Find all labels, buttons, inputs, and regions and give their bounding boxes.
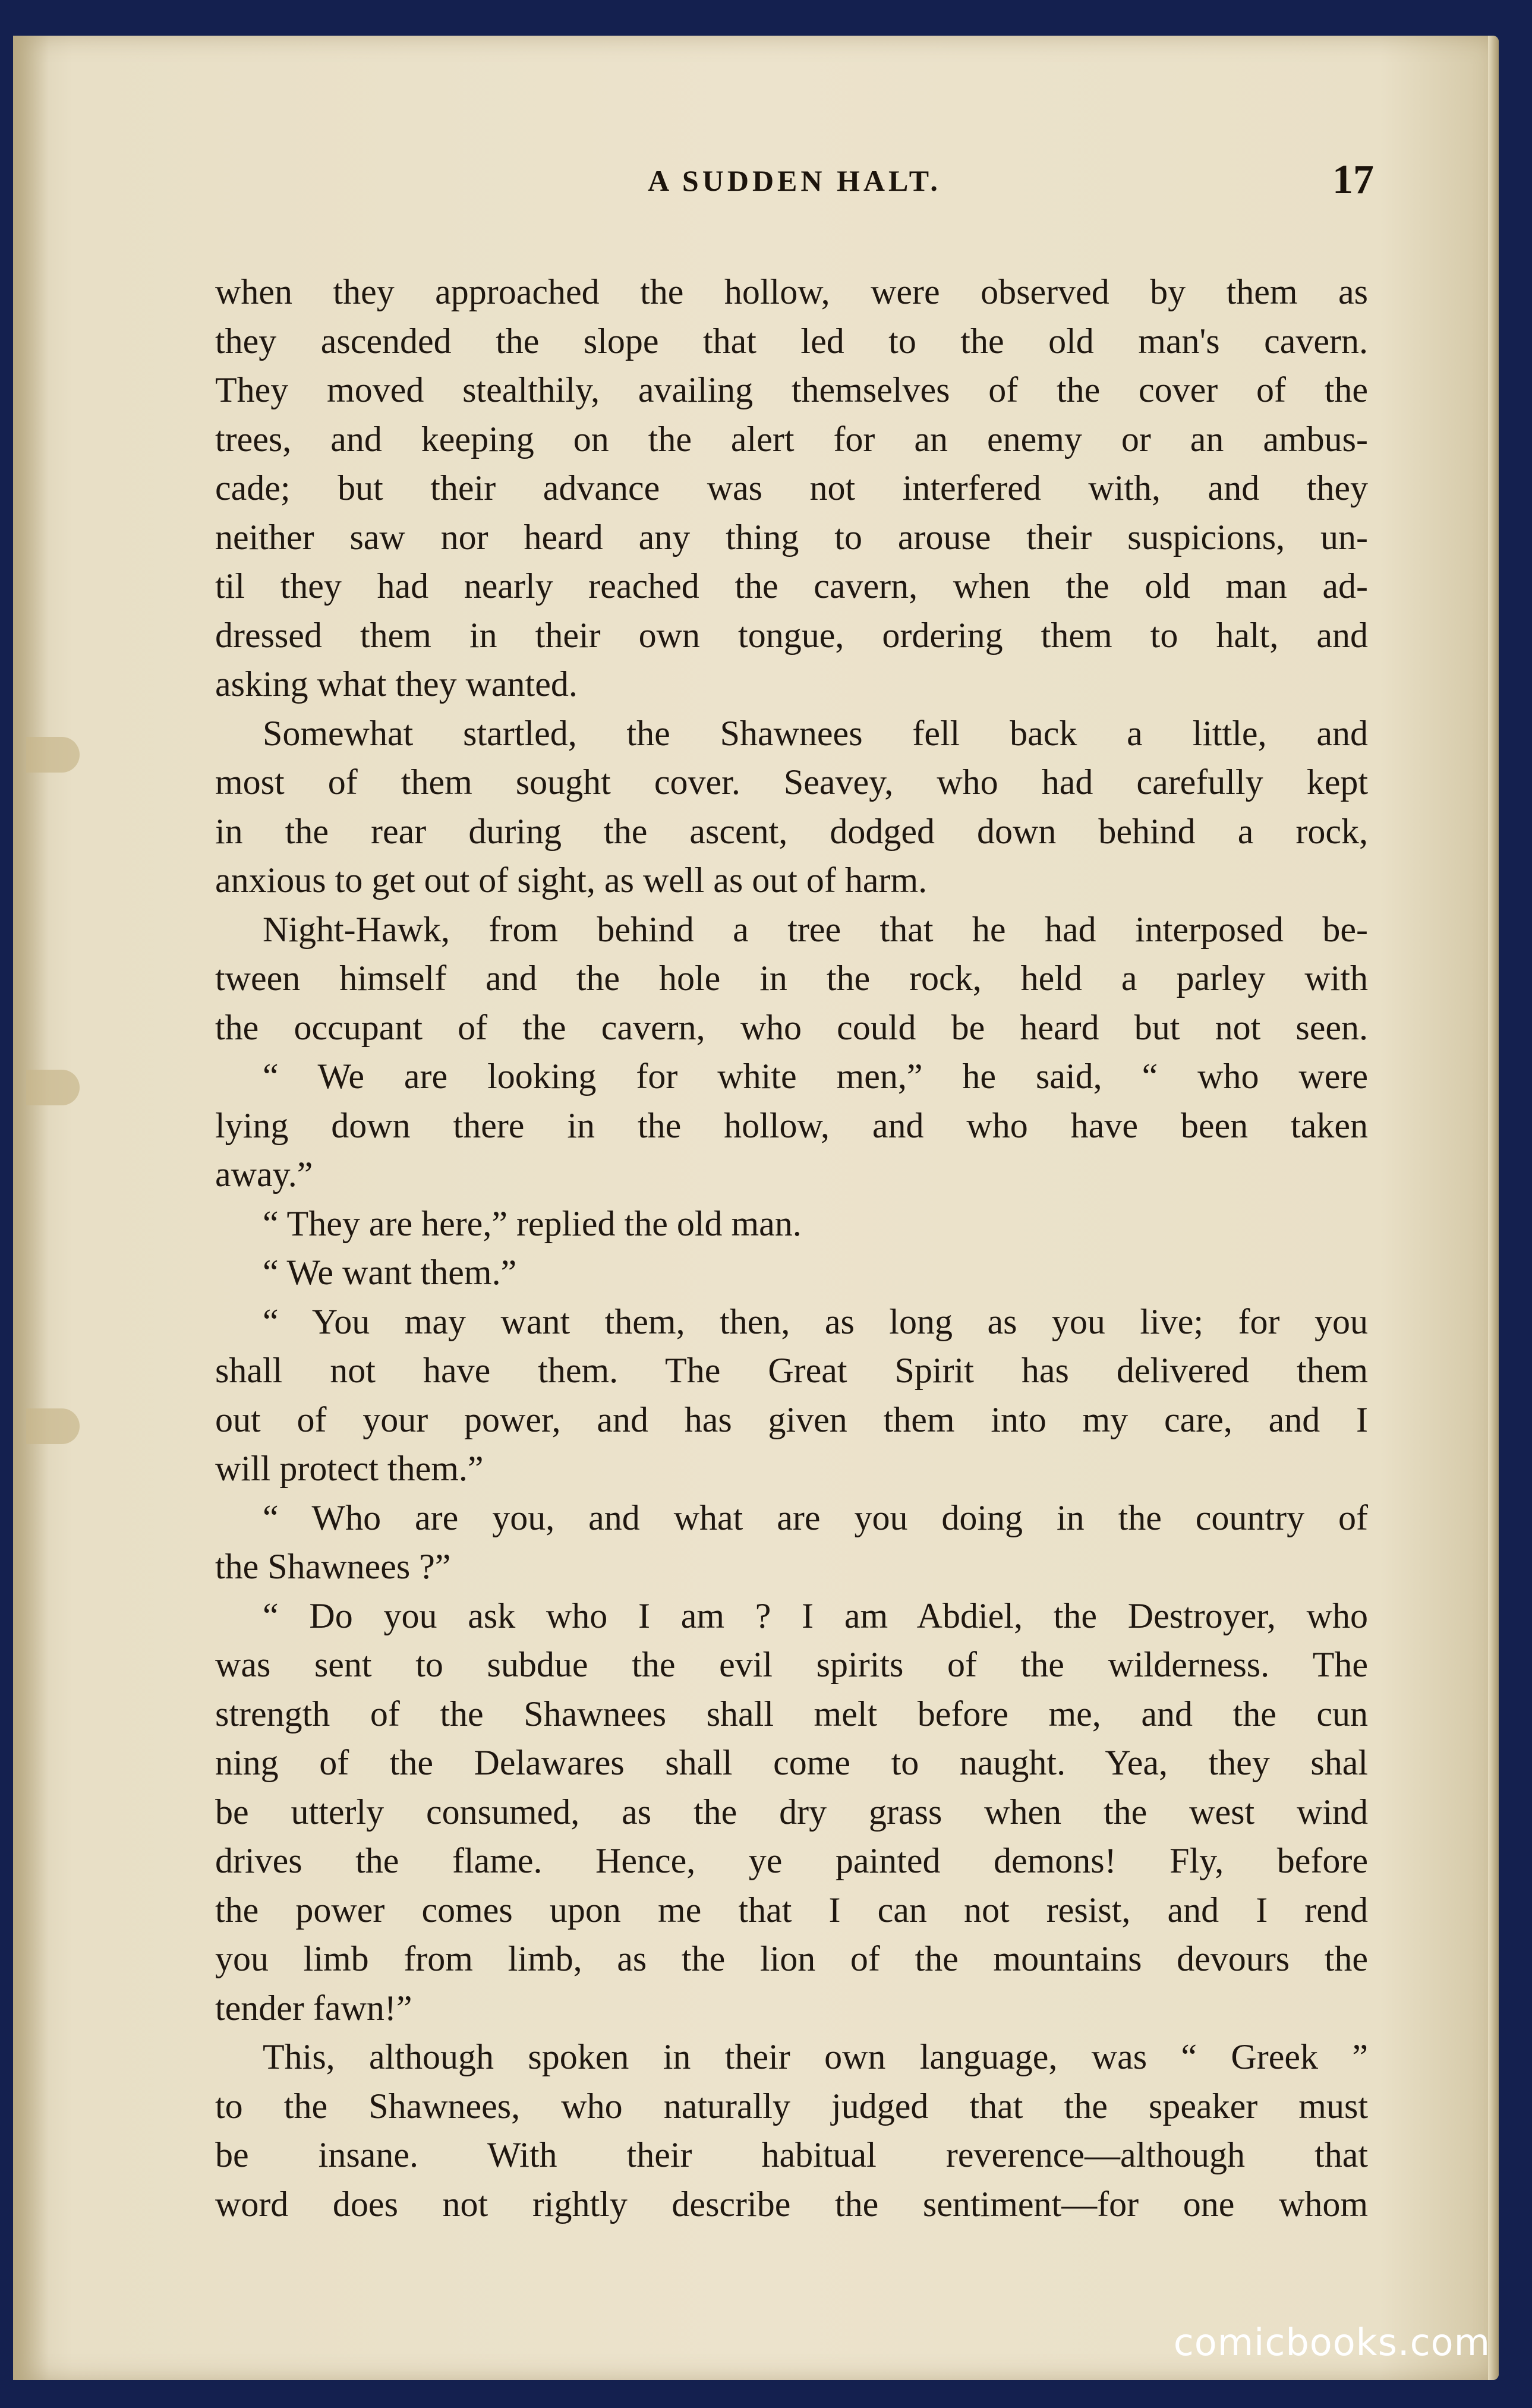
text-line: “ We want them.” xyxy=(263,1253,517,1292)
text-line: asking what they wanted. xyxy=(215,664,578,704)
text-line: dressed them in their own tongue, ordering them to halt, and xyxy=(215,615,1368,655)
page-number: 17 xyxy=(1332,157,1374,203)
text-line: “ They are here,” replied the old man. xyxy=(263,1203,802,1243)
text-line: “ You may want them, then, as long as you live; for you xyxy=(263,1301,1368,1341)
text-line: the power comes upon me that I can not resist, and I rend xyxy=(215,1890,1368,1930)
text-line: “ We are looking for white men,” he said, “ who were xyxy=(263,1057,1368,1096)
text-line: out of your power, and has given them into my care, and I xyxy=(215,1400,1368,1439)
text-line: Night-Hawk, from behind a tree that he had interposed be- xyxy=(263,909,1368,949)
text-line: word does not rightly describe the sentiment—for one whom xyxy=(215,2184,1368,2224)
text-line: “ Who are you, and what are you doing in the country of xyxy=(263,1498,1368,1537)
text-line: neither saw nor heard any thing to arouse their suspicions, un- xyxy=(215,517,1368,557)
page-binding-shadow xyxy=(13,36,49,2380)
text-line: you limb from limb, as the lion of the mountains devours the xyxy=(215,1939,1368,1978)
text-line: the occupant of the cavern, who could be heard but not seen. xyxy=(215,1007,1368,1047)
text-line: they ascended the slope that led to the old man's cavern. xyxy=(215,321,1368,361)
paper-tear-mark xyxy=(26,1408,80,1444)
text-line: in the rear during the ascent, dodged down behind a rock, xyxy=(215,811,1368,851)
text-line: til they had nearly reached the cavern, when the old man ad- xyxy=(215,566,1368,606)
text-line: was sent to subdue the evil spirits of the wilderness. The xyxy=(215,1645,1368,1684)
body-text xyxy=(215,267,1368,2229)
text-line: They moved stealthily, availing themselves of the cover of the xyxy=(215,370,1368,409)
paper-tear-mark xyxy=(26,737,80,773)
text-line: the Shawnees ?” xyxy=(215,1547,451,1586)
page-edge xyxy=(1488,36,1499,2380)
text-line: be utterly consumed, as the dry grass when the west wind xyxy=(215,1792,1368,1832)
text-line: “ Do you ask who I am ? I am Abdiel, the Destroyer, who xyxy=(263,1596,1368,1635)
watermark-text: comicbooks.com xyxy=(1173,2321,1490,2364)
text-line: anxious to get out of sight, as well as out of harm. xyxy=(215,861,928,900)
text-line: strength of the Shawnees shall melt before me, and the cun xyxy=(215,1694,1368,1733)
text-line: tween himself and the hole in the rock, held a parley with xyxy=(215,959,1368,998)
chapter-title: A SUDDEN HALT. xyxy=(648,164,941,197)
text-line: lying down there in the hollow, and who have been taken xyxy=(215,1105,1368,1145)
text-line: when they approached the hollow, were observed by them as xyxy=(215,272,1368,311)
text-line: to the Shawnees, who naturally judged that the speaker must xyxy=(215,2086,1368,2126)
running-head xyxy=(215,146,1374,205)
text-line: most of them sought cover. Seavey, who had carefully kept xyxy=(215,762,1368,802)
text-line: tender fawn!” xyxy=(215,1988,412,2028)
text-line: This, although spoken in their own language, was “ Greek ” xyxy=(263,2037,1368,2076)
text-line: shall not have them. The Great Spirit has delivered them xyxy=(215,1351,1368,1390)
text-line: be insane. With their habitual reverence—although that xyxy=(215,2135,1368,2174)
text-line: trees, and keeping on the alert for an enemy or an ambus- xyxy=(215,419,1368,459)
book-page xyxy=(13,36,1499,2380)
text-line: ning of the Delawares shall come to naught. Yea, they shal xyxy=(215,1743,1368,1782)
text-line: will protect them.” xyxy=(215,1449,484,1488)
text-line: away.” xyxy=(215,1155,313,1194)
text-line: cade; but their advance was not interfered with, and they xyxy=(215,468,1368,508)
text-line: drives the flame. Hence, ye painted demons! Fly, before xyxy=(215,1841,1368,1880)
text-line: Somewhat startled, the Shawnees fell back a little, and xyxy=(263,713,1368,753)
paper-tear-mark xyxy=(26,1070,80,1105)
